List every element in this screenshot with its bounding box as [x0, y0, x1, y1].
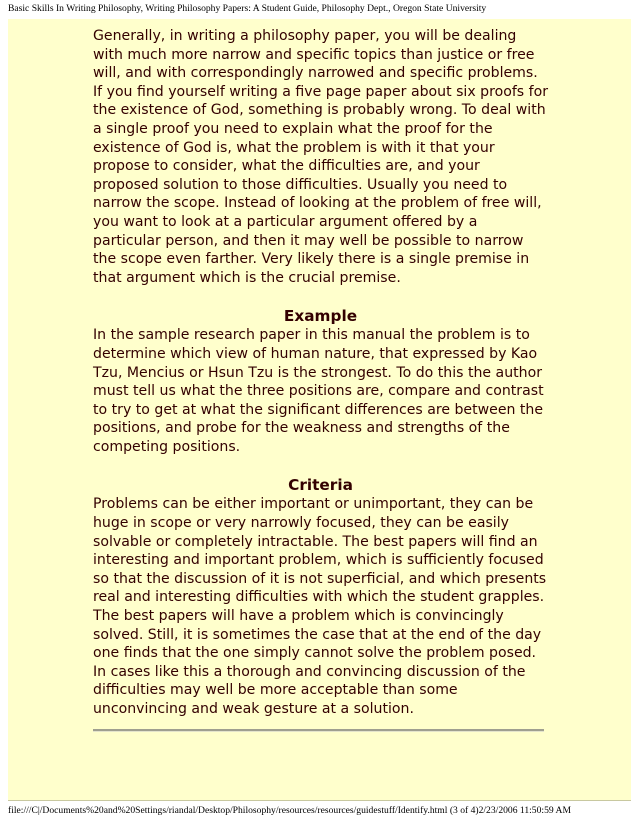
- page-header: Basic Skills In Writing Philosophy, Writing Philosophy Papers: A Student Guide, Philosophy Dept., Oregon State University: [8, 3, 487, 14]
- paragraph-narrow-scope: Generally, in writing a philosophy paper, you will be dealing with much more narrow and specific topics than justice or free will, and with correspondingly narrowed and specific problems. If you find yourself writing a five page paper about six proofs for the existence of God, something is probably wrong. To deal with a single proof you need to explain what the proof for the existence of God is, what the problem is with it that your propose to consider, what the difficulties are, and your proposed solution to those difficulties. Usually you need to narrow the scope. Instead of looking at the problem of free will, you want to look at a particular argument offered by a particular person, and then it may well be possible to narrow the scope even farther. Very likely there is a single premise in that argument which is the crucial premise.: [93, 28, 549, 286]
- horizontal-rule-divider: [93, 729, 544, 732]
- heading-example: Example: [283, 307, 358, 326]
- page-footer-url: file:///C|/Documents%20and%20Settings/riandal/Desktop/Philosophy/resources/resources/guidestuff/Identify.html (3 of 4)2/23/2006 11:50:59 AM: [8, 805, 571, 816]
- document-page: [8, 19, 631, 801]
- document-content: [93, 27, 548, 732]
- paragraph-example: In the sample research paper in this manual the problem is to determine which view of human nature, that expressed by Kao Tzu, Mencius or Hsun Tzu is the strongest. To do this the author must tell us what the three positions are, compare and contrast to try to get at what the significant differences are between the positions, and probe for the weakness and strengths of the competing positions.: [93, 327, 544, 455]
- heading-criteria: Criteria: [288, 476, 353, 495]
- paragraph-criteria: Problems can be either important or unimportant, they can be huge in scope or very narrowly focused, they can be easily solvable or completely intractable. The best papers will find an interesting and important problem, which is sufficiently focused so that the discussion of it is not superficial, and which presents real and interesting difficulties with which the student grapples. The best papers will have a problem which is convincingly solved. Still, it is sometimes the case that at the end of the day one finds that the one simply cannot solve the problem posed. In cases like this a thorough and convincing discussion of the difficulties may well be more acceptable than some unconvincing and weak gesture at a solution.: [93, 496, 547, 717]
